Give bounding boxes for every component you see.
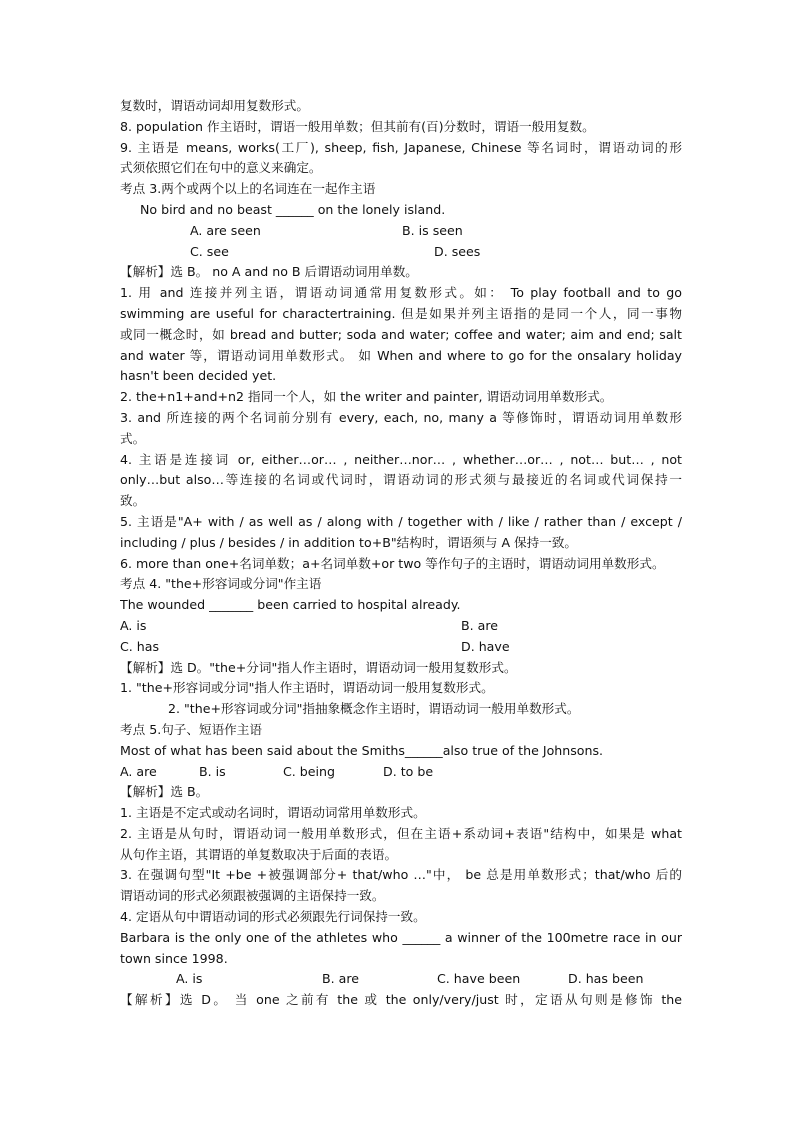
option: A. is	[176, 971, 203, 987]
question-stem: town since 1998.	[120, 950, 228, 966]
option: D. have	[461, 638, 510, 654]
text-line: and water 等，谓语动词用单数形式。 如 When and where to go for the onsalary holiday	[120, 347, 682, 363]
option-row	[120, 637, 682, 658]
option: C. have been	[437, 971, 521, 987]
option: A. is	[120, 617, 147, 633]
analysis-line: 【解析】选 B。 no A and no B 后谓语动词用单数。	[120, 264, 418, 280]
text-line: 从句作主语，其谓语的单复数取决于后面的表语。	[120, 846, 398, 862]
text-line: 1. 用 and 连接并列主语，谓语动词通常用复数形式。如： To play football and to go	[120, 285, 682, 301]
text-line: 8. population 作主语时，谓语一般用单数；但其前有(百)分数时，谓语一般用复数。	[120, 118, 595, 134]
option: B. are	[322, 971, 360, 987]
option: C. see	[190, 243, 229, 259]
analysis-line: 【解析】选 D。 当 one 之前有 the 或 the only/very/just 时，定语从句则是修饰 the	[120, 992, 682, 1008]
question-stem: Barbara is the only one of the athletes who ______ a winner of the 100metre race in our	[120, 929, 682, 945]
text-line: including / plus / besides / in addition to+B"结构时，谓语须与 A 保持一致。	[120, 534, 578, 550]
analysis-line: 【解析】选 D。"the+分词"指人作主语时，谓语动词一般用复数形式。	[120, 659, 517, 675]
question-stem: Most of what has been said about the Smiths______also true of the Johnsons.	[120, 742, 604, 758]
document-page	[120, 96, 682, 1011]
text-line: 2. 主语是从句时，谓语动词一般用单数形式，但在主语+系动词+表语"结构中，如果是 what	[120, 825, 682, 841]
option: B. is	[199, 763, 226, 779]
option: B. are	[461, 617, 499, 633]
text-line: 致。	[120, 493, 146, 509]
question-stem: No bird and no beast ______ on the lonely island.	[140, 201, 446, 217]
text-line: 2. the+n1+and+n2 指同一个人，如 the writer and painter, 谓语动词用单数形式。	[120, 389, 613, 405]
section-heading: 考点 3.两个或两个以上的名词连在一起作主语	[120, 181, 376, 197]
option: A. are	[120, 763, 157, 779]
text-line: only…but also…等连接的名词或代词时，谓语动词的形式须与最接近的名词或代词保持一	[120, 472, 682, 488]
text-line: 4. 主语是连接词 or, either…or… , neither…nor… , whether…or… , not… but… , not	[120, 451, 682, 467]
text-line: 1. 主语是不定式或动名词时，谓语动词常用单数形式。	[120, 805, 426, 821]
section-heading: 考点 5.句子、短语作主语	[120, 721, 262, 737]
option: C. being	[283, 763, 336, 779]
text-line: 复数时，谓语动词却用复数形式。	[120, 98, 309, 113]
option-row	[120, 762, 682, 783]
option: C. has	[120, 638, 160, 654]
text-line: 9. 主语是 means, works(工厂), sheep, fish, Japanese, Chinese 等名词时，谓语动词的形	[120, 139, 682, 155]
text-line: 3. 在强调句型"It +be +被强调部分+ that/who …"中， be 总是用单数形式；that/who 后的	[120, 867, 682, 883]
option-row	[120, 616, 682, 637]
option: A. are seen	[190, 222, 261, 238]
text-line: 谓语动词的形式必须跟被强调的主语保持一致。	[120, 888, 385, 904]
option: B. is seen	[402, 222, 463, 238]
option-row	[120, 242, 682, 263]
text-line: 3. and 所连接的两个名词前分别有 every, each, no, many a 等修饰时，谓语动词用单数形	[120, 409, 682, 425]
text-line: 或同一概念时，如 bread and butter; soda and water; coffee and water; aim and end; salt	[120, 326, 682, 342]
option: D. to be	[383, 763, 434, 779]
text-line: 4. 定语从句中谓语动词的形式必须跟先行词保持一致。	[120, 909, 426, 925]
option-row	[120, 969, 682, 990]
option-row	[120, 221, 682, 242]
option: D. sees	[434, 243, 481, 259]
text-line: 5. 主语是"A+ with / as well as / along with / together with / like / rather than / except /	[120, 513, 682, 529]
analysis-line: 【解析】选 B。	[120, 784, 209, 800]
text-line: 式。	[120, 430, 146, 446]
text-line: 1. "the+形容词或分词"指人作主语时，谓语动词一般用复数形式。	[120, 680, 494, 696]
text-line: 2. "the+形容词或分词"指抽象概念作主语时，谓语动词一般用单数形式。	[168, 701, 580, 717]
text-line: hasn't been decided yet.	[120, 368, 277, 384]
text-line: swimming are useful for charactertraining. 但是如果并列主语指的是同一个人，同一事物	[120, 305, 682, 321]
section-heading: 考点 4. "the+形容词或分词"作主语	[120, 576, 322, 592]
text-line: 式须依照它们在句中的意义来确定。	[120, 160, 322, 176]
text-line: 6. more than one+名词单数；a+名词单数+or two 等作句子的主语时，谓语动词用单数形式。	[120, 555, 665, 571]
option: D. has been	[568, 971, 644, 987]
question-stem: The wounded _______ been carried to hospital already.	[120, 597, 461, 613]
